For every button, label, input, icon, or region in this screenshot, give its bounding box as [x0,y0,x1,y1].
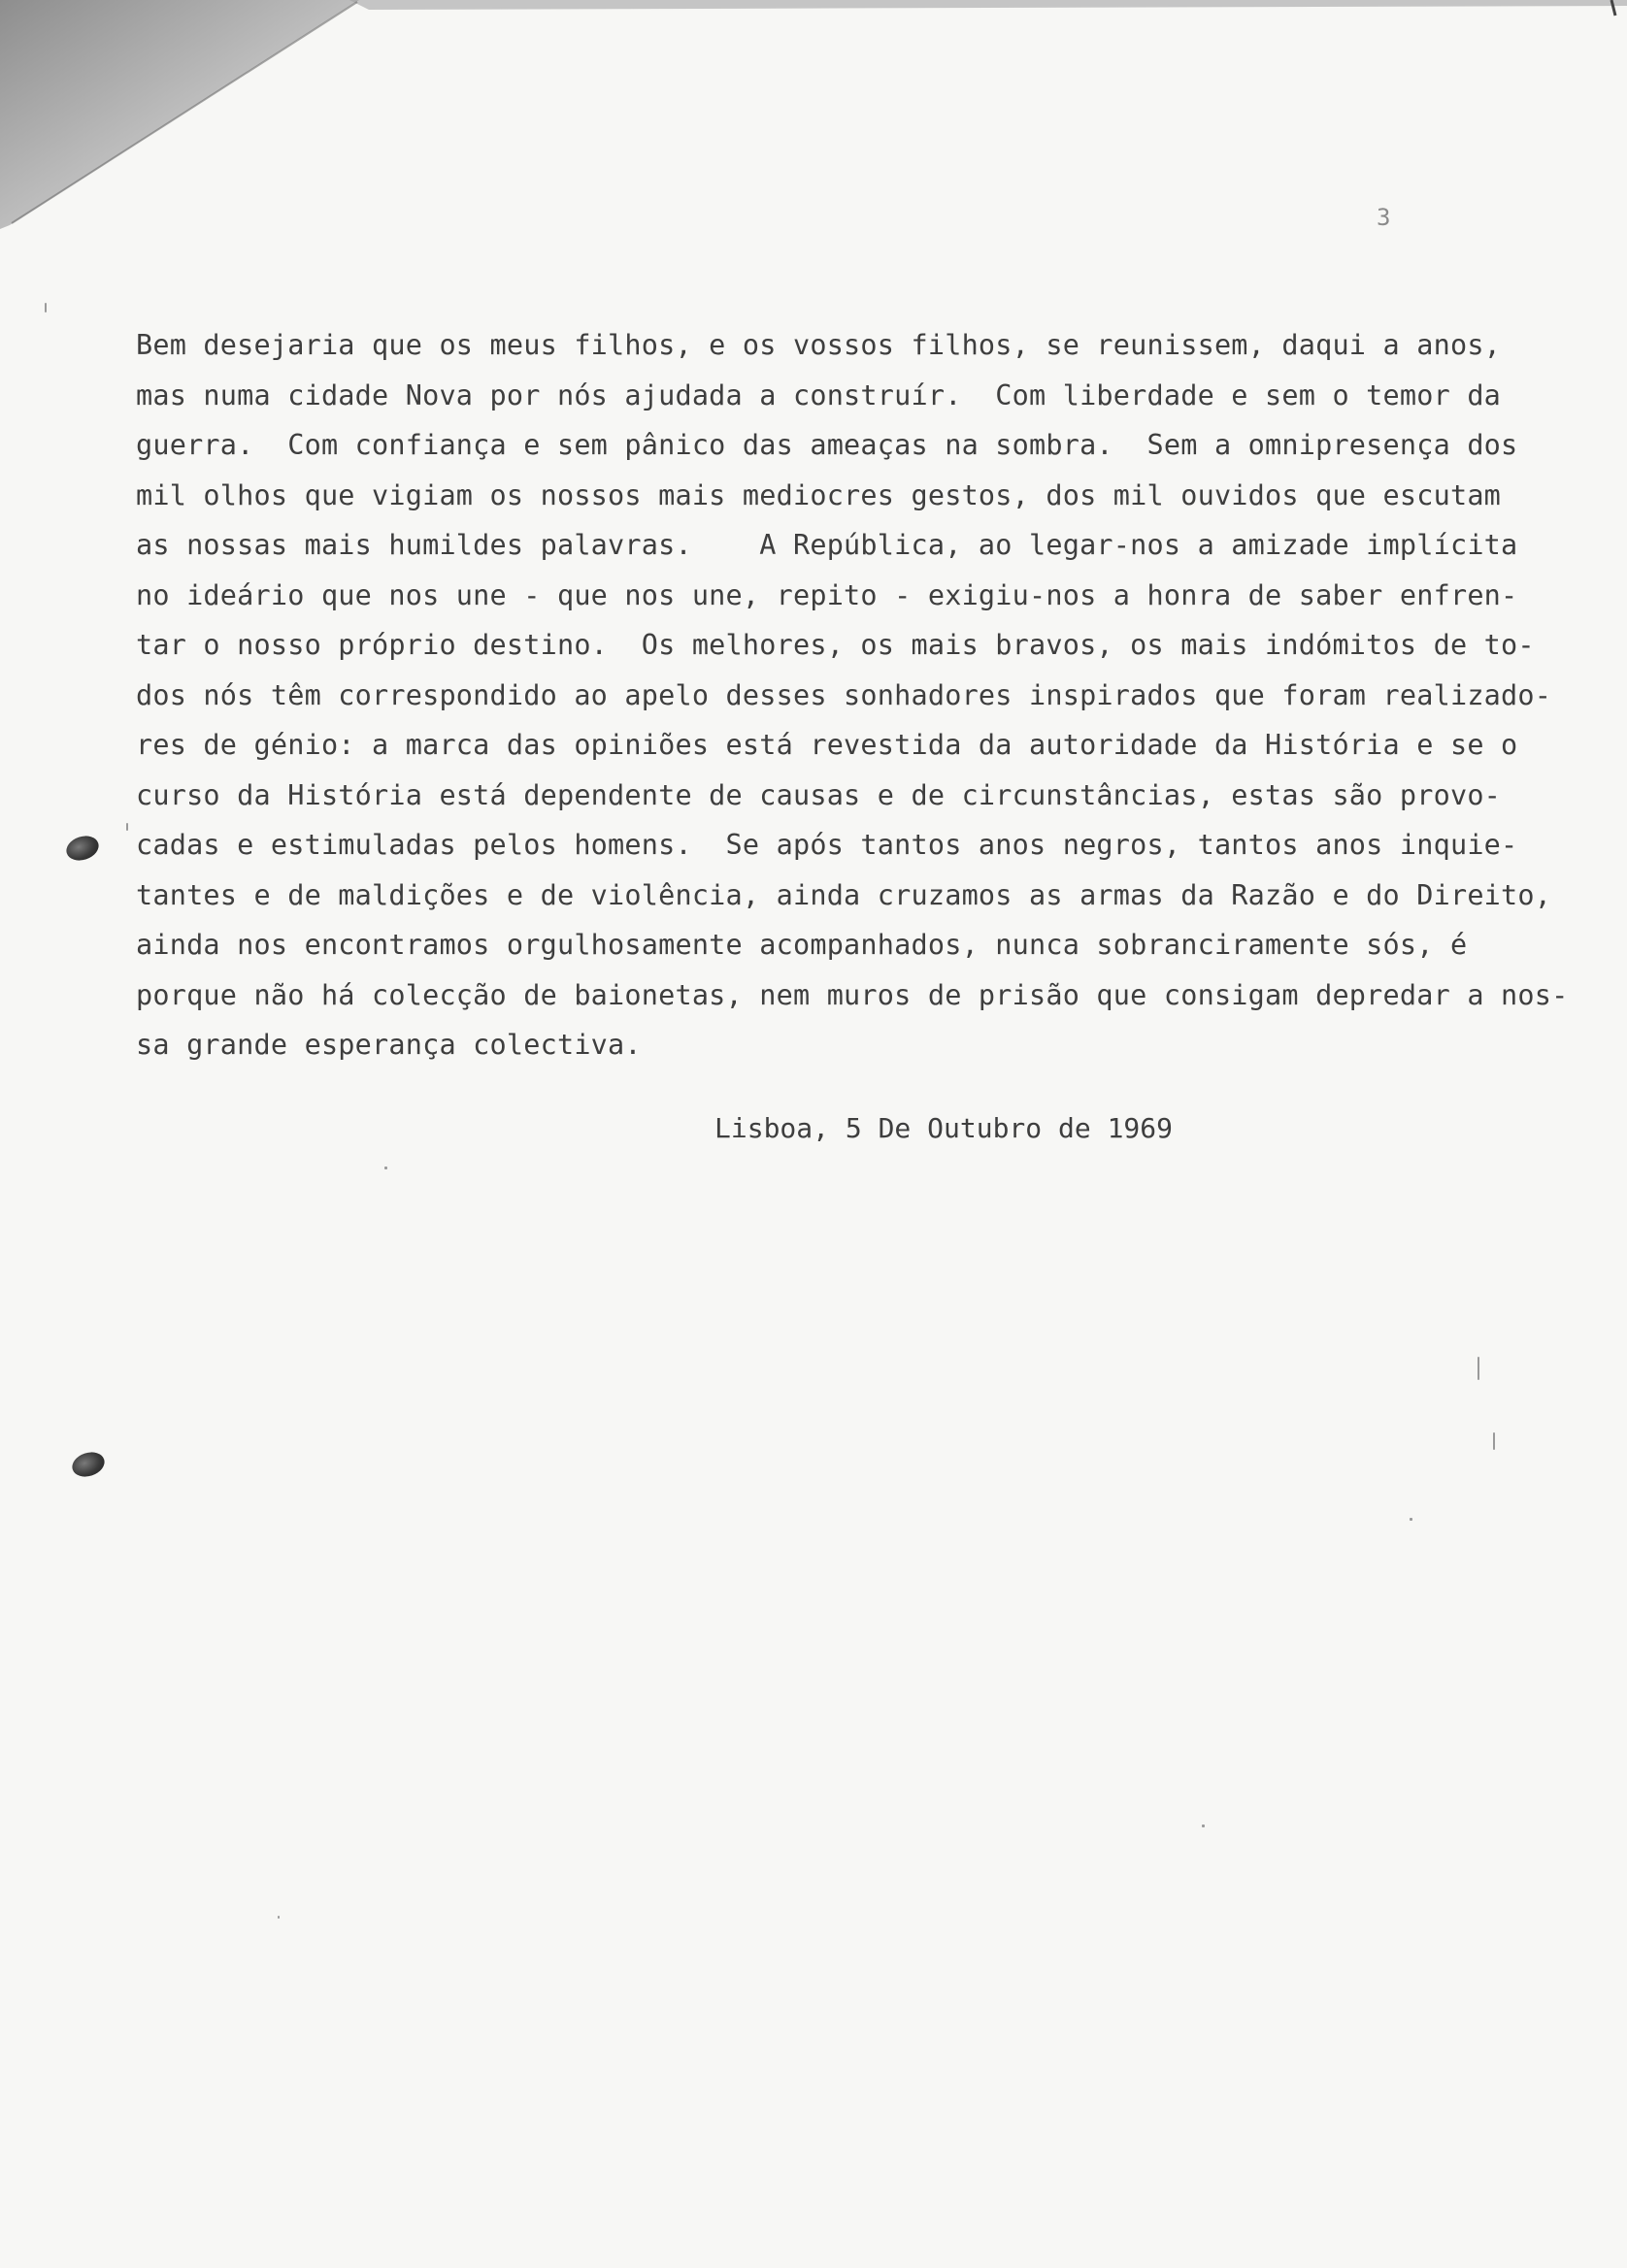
body-line: Bem desejaria que os meus filhos, e os vossos filhos, se reunissem, daqui a anos, [136,329,1502,361]
body-line: sa grande esperança colectiva. [136,1029,642,1061]
paper-speck [278,1916,280,1919]
body-line: dos nós têm correspondido ao apelo desses sonhadores inspirados que foram realizado- [136,678,1552,711]
page-number: 3 [1377,204,1391,231]
closing-place-date: Lisboa, 5 De Outubro de 1969 [714,1112,1174,1144]
body-line: cadas e estimuladas pelos homens. Se após tantos anos negros, tantos anos inquie- [136,829,1518,861]
body-line: as nossas mais humildes palavras. A República, ao legar-nos a amizade implícita [136,529,1518,561]
body-line: mil olhos que vigiam os nossos mais mediocres gestos, dos mil ouvidos que escutam [136,478,1502,511]
body-line: res de génio: a marca das opiniões está revestida da autoridade da História e se o [136,729,1518,761]
paper-speck [1202,1824,1205,1827]
body-paragraph [136,320,1569,1070]
punch-hole [63,832,102,864]
body-line: mas numa cidade Nova por nós ajudada a construír. Com liberdade e sem o temor da [136,378,1502,411]
body-line: curso da História está dependente de causas e de circunstâncias, estas são provo- [136,778,1502,811]
paper-speck [1410,1518,1412,1521]
body-line: ainda nos encontramos orgulhosamente acompanhados, nunca sobranciramente sós, é [136,929,1468,961]
paper-speck [45,303,47,312]
body-line: porque não há colecção de baionetas, nem muros de prisão que consigam depredar a nos- [136,978,1569,1011]
paper-speck [1493,1432,1495,1450]
punch-hole [69,1448,108,1480]
paper-speck [384,1167,387,1169]
body-line: guerra. Com confiança e sem pânico das ameaças na sombra. Sem a omnipresença dos [136,429,1518,461]
body-line: tar o nosso próprio destino. Os melhores, os mais bravos, os mais indómitos de to- [136,629,1535,661]
body-line: no ideário que nos une - que nos une, repito - exigiu-nos a honra de saber enfren- [136,578,1518,611]
body-line: tantes e de maldições e de violência, ainda cruzamos as armas da Razão e do Direito, [136,878,1552,911]
paper-speck [126,823,128,831]
paper-speck [1478,1357,1479,1380]
